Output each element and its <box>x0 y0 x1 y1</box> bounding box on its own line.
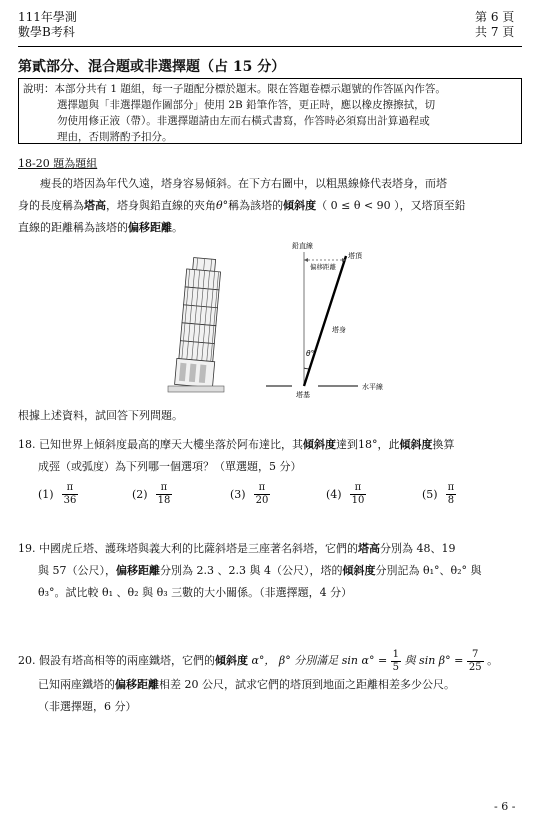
frac-den: 8 <box>447 495 455 506</box>
intro-line-1: 瘦長的塔因為年代久遠，塔身容易傾斜。在下方右圖中，以粗黑線條代表塔身，而塔 <box>40 177 447 190</box>
q20-line-2 <box>18 674 533 696</box>
frac-num: π <box>156 482 173 495</box>
text: 假設有塔高相等的兩座鐵塔，它們的 <box>39 654 215 667</box>
text: α°， β° 分別滿足 sin α° = <box>248 654 388 667</box>
text: 中國虎丘塔、護珠塔與義大利的比薩斜塔是三座著名斜塔，它們的 <box>39 542 358 555</box>
section-title: 第貳部分、混合題或非選擇題（占 15 分） <box>18 59 286 75</box>
text: 達到18°，此 <box>336 438 400 451</box>
frac-num: π <box>447 482 455 493</box>
term-offset: 偏移距離 <box>115 678 159 691</box>
option-label: (2) <box>132 488 148 501</box>
frac-den: 5 <box>392 661 400 673</box>
option-label: (1) <box>38 488 54 501</box>
q20-line-1 <box>18 648 533 674</box>
q18-option-1[interactable] <box>38 482 78 507</box>
page-number-label: 第 6 頁 <box>475 10 515 24</box>
term-offset: 偏移距離 <box>116 564 160 577</box>
q18-option-5[interactable] <box>422 482 456 507</box>
label-body: 塔身 <box>332 326 346 334</box>
question-group-label: 18-20 題為題組 <box>18 157 98 170</box>
total-pages-label: 共 7 頁 <box>475 25 515 39</box>
term-offset: 偏移距離 <box>128 221 172 234</box>
instructions-box <box>18 78 522 144</box>
q18-line-2: 成弳（或弧度）為下列哪一個選項？（單選題，5 分） <box>38 460 302 473</box>
label-top: 塔頂 <box>348 252 362 260</box>
instruction-line: 勿使用修正液（帶）。非選擇題請由左而右橫式書寫，作答時必須寫出計算過程或 <box>57 115 430 127</box>
text: 已知世界上傾斜度最高的摩天大樓坐落於阿布達比，其 <box>39 438 303 451</box>
term-tilt: 傾斜度 <box>283 199 317 212</box>
text: 。 <box>172 221 183 234</box>
label-angle: θ° <box>306 349 315 358</box>
text: 分別為 2.3 、2.3 與 4（公尺），塔的 <box>160 564 343 577</box>
intro-paragraph <box>18 173 528 239</box>
q19-line-2 <box>18 560 533 582</box>
q18-option-4[interactable] <box>326 482 366 507</box>
text: ，塔身與鉛直線的夾角 <box>106 199 216 212</box>
text: 分別為 48、19 <box>380 542 456 555</box>
text: 與 57（公尺）， <box>38 564 116 577</box>
header-divider <box>18 46 522 47</box>
option-label: (4) <box>326 488 342 501</box>
tower-tilt-diagram <box>262 240 412 400</box>
term-tower-height: 塔高 <box>84 199 106 212</box>
text: 直線的距離稱為該塔的 <box>18 221 128 234</box>
term-tilt: 傾斜度 <box>215 654 248 667</box>
intro-line-3 <box>18 217 528 239</box>
frac-num: π <box>254 482 271 495</box>
q20-line-3: （非選擇題，6 分） <box>38 700 137 713</box>
question-19 <box>18 538 533 604</box>
q18-option-3[interactable] <box>230 482 270 507</box>
q19-line-3: θ₃°。試比較 θ₁ 、θ₂ 與 θ₃ 三數的大小關係。（非選擇題，4 分） <box>38 586 353 599</box>
label-offset-distance: 偏移距離 <box>310 263 336 271</box>
exam-year: 111年學測 <box>18 10 77 24</box>
text: 已知兩座鐵塔的 <box>38 678 115 691</box>
frac-den: 20 <box>255 495 269 506</box>
frac-num: 7 <box>467 649 484 662</box>
text: 。 <box>487 654 499 667</box>
q18-line-1 <box>18 434 528 456</box>
subject-title: 數學B考科 <box>18 25 75 39</box>
text: 身的長度稱為 <box>18 199 84 212</box>
q20-number: 20. <box>18 654 36 667</box>
tower-body-line <box>304 256 346 386</box>
intro-line-2 <box>18 195 528 217</box>
text: 換算 <box>432 438 455 451</box>
frac-num: π <box>350 482 367 495</box>
option-label: (3) <box>230 488 246 501</box>
q18-option-2[interactable] <box>132 482 172 507</box>
text: 稱為該塔的 <box>228 199 284 212</box>
instruction-line: 理由，否則將酌予扣分。 <box>57 131 173 143</box>
q19-line-1 <box>18 538 533 560</box>
footer-page-number: - 6 - <box>494 800 516 813</box>
frac-den: 36 <box>63 495 77 506</box>
frac-num: 1 <box>392 648 400 660</box>
frac-den: 18 <box>157 495 171 506</box>
text: 分別記為 θ₁°、θ₂° 與 <box>375 564 482 577</box>
term-tilt: 傾斜度 <box>342 564 376 577</box>
instruction-line: 選擇題與「非選擇題作圖部分」使用 2B 鉛筆作答，更正時，應以橡皮擦擦拭，切 <box>57 99 436 111</box>
term-tilt: 傾斜度 <box>399 438 433 451</box>
label-vertical-line: 鉛直線 <box>292 242 313 250</box>
after-figure-text: 根據上述資料，試回答下列問題。 <box>18 409 183 422</box>
frac-den: 10 <box>351 495 365 506</box>
text: 相差 20 公尺，試求它們的塔頂到地面之距離相差多少公尺。 <box>159 678 455 691</box>
label-base: 塔基 <box>296 391 310 399</box>
theta-symbol: θ° <box>216 199 229 212</box>
instruction-line: 說明：本部分共有 1 題組，每一子題配分標於題末。限在答題卷標示題號的作答區內作答。 <box>23 83 446 95</box>
question-18 <box>18 434 528 478</box>
term-tower-height: 塔高 <box>358 542 380 555</box>
option-label: (5) <box>422 488 438 501</box>
frac-den: 25 <box>468 661 482 673</box>
q19-number: 19. <box>18 542 36 555</box>
text: （ 0 ≤ θ < 90 ），又塔頂至鉛 <box>316 199 466 212</box>
frac-num: π <box>62 482 79 495</box>
label-horizontal-line: 水平線 <box>362 383 383 391</box>
leaning-tower-illustration <box>148 252 238 394</box>
text: 與 sin β° = <box>404 654 464 667</box>
question-20 <box>18 648 533 718</box>
term-tilt: 傾斜度 <box>303 438 336 451</box>
q18-number: 18. <box>18 438 36 451</box>
